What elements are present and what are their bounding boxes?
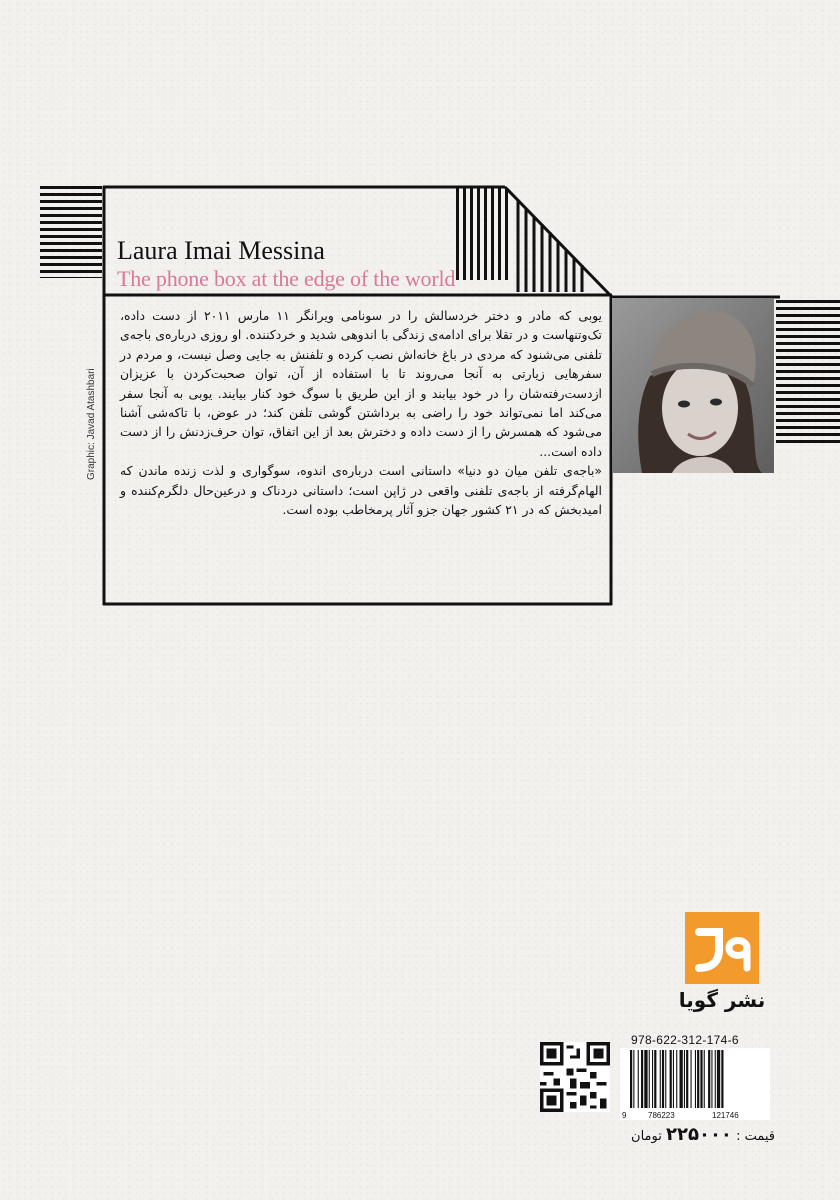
barcode-digits-group2: 121746 <box>712 1111 739 1120</box>
barcode-digit-left: 9 <box>622 1111 627 1120</box>
graphic-credit: Graphic: Javad Atashbari <box>86 368 97 480</box>
barcode-digits-group1: 786223 <box>648 1111 675 1120</box>
description-paragraph-2: «باجه‌ی تلفن میان دو دنیا» داستانی است درباره‌ی اندوه، سوگواری و لذت زنده ماندن که الهام‌گرفته از باجه‌ی تلفنی واقعی در ژاپن است؛ داستانی دردناک و درعین‌حال دلگرم‌کننده و امیدبخش که در ۲۱ کشور جهان جزو آثار پرمخاطب بوده است. <box>120 463 602 518</box>
price-value: ۲۲۵۰۰۰ <box>666 1124 732 1145</box>
price <box>600 1124 775 1145</box>
price-unit: تومان <box>631 1129 662 1144</box>
book-description <box>120 306 602 519</box>
book-title: The phone box at the edge of the world <box>117 266 456 291</box>
barcode <box>620 1048 770 1120</box>
price-label: قیمت : <box>736 1129 775 1144</box>
decorative-stripes-right <box>776 300 840 444</box>
author-photo <box>612 298 774 473</box>
isbn: 978-622-312-174-6 <box>631 1033 739 1047</box>
author-name: Laura Imai Messina <box>117 236 325 265</box>
publisher-name: نشر گویا <box>678 988 766 1012</box>
description-paragraph-1: یوبی که مادر و دختر خردسالش را در سونامی ویرانگر ۱۱ مارس ۲۰۱۱ از دست داده، تک‌وتنهاست و در تقلا برای ادامه‌ی زندگی با اندوهی شدید و خردکننده. او روزی درباره‌ی باجه‌ی تلفنی می‌شنود که مردی در باغ خانه‌اش نصب کرده و تلفنش به جایی وصل نیست، و مردم در سفرهایی زیارتی به آنجا می‌روند تا با استفاده از آن، توان صحبت‌کردن با عزیزان ازدست‌رفته‌شان را در خود بیابند و از این طریق با سوگ خود کنار بیایند. یوبی به آنجا سفر می‌کند اما نمی‌تواند خود را راضی به برداشتن گوشی تلفن کند؛ در عوض، با تاکه‌شی آشنا می‌شود که همسرش را از دست داده و دخترش بعد از این اتفاق، توان حرف‌زدنش را از دست داده است... <box>120 308 602 459</box>
publisher-logo <box>685 912 759 984</box>
qr-code <box>540 1042 610 1112</box>
logo-mark-icon <box>685 912 759 984</box>
